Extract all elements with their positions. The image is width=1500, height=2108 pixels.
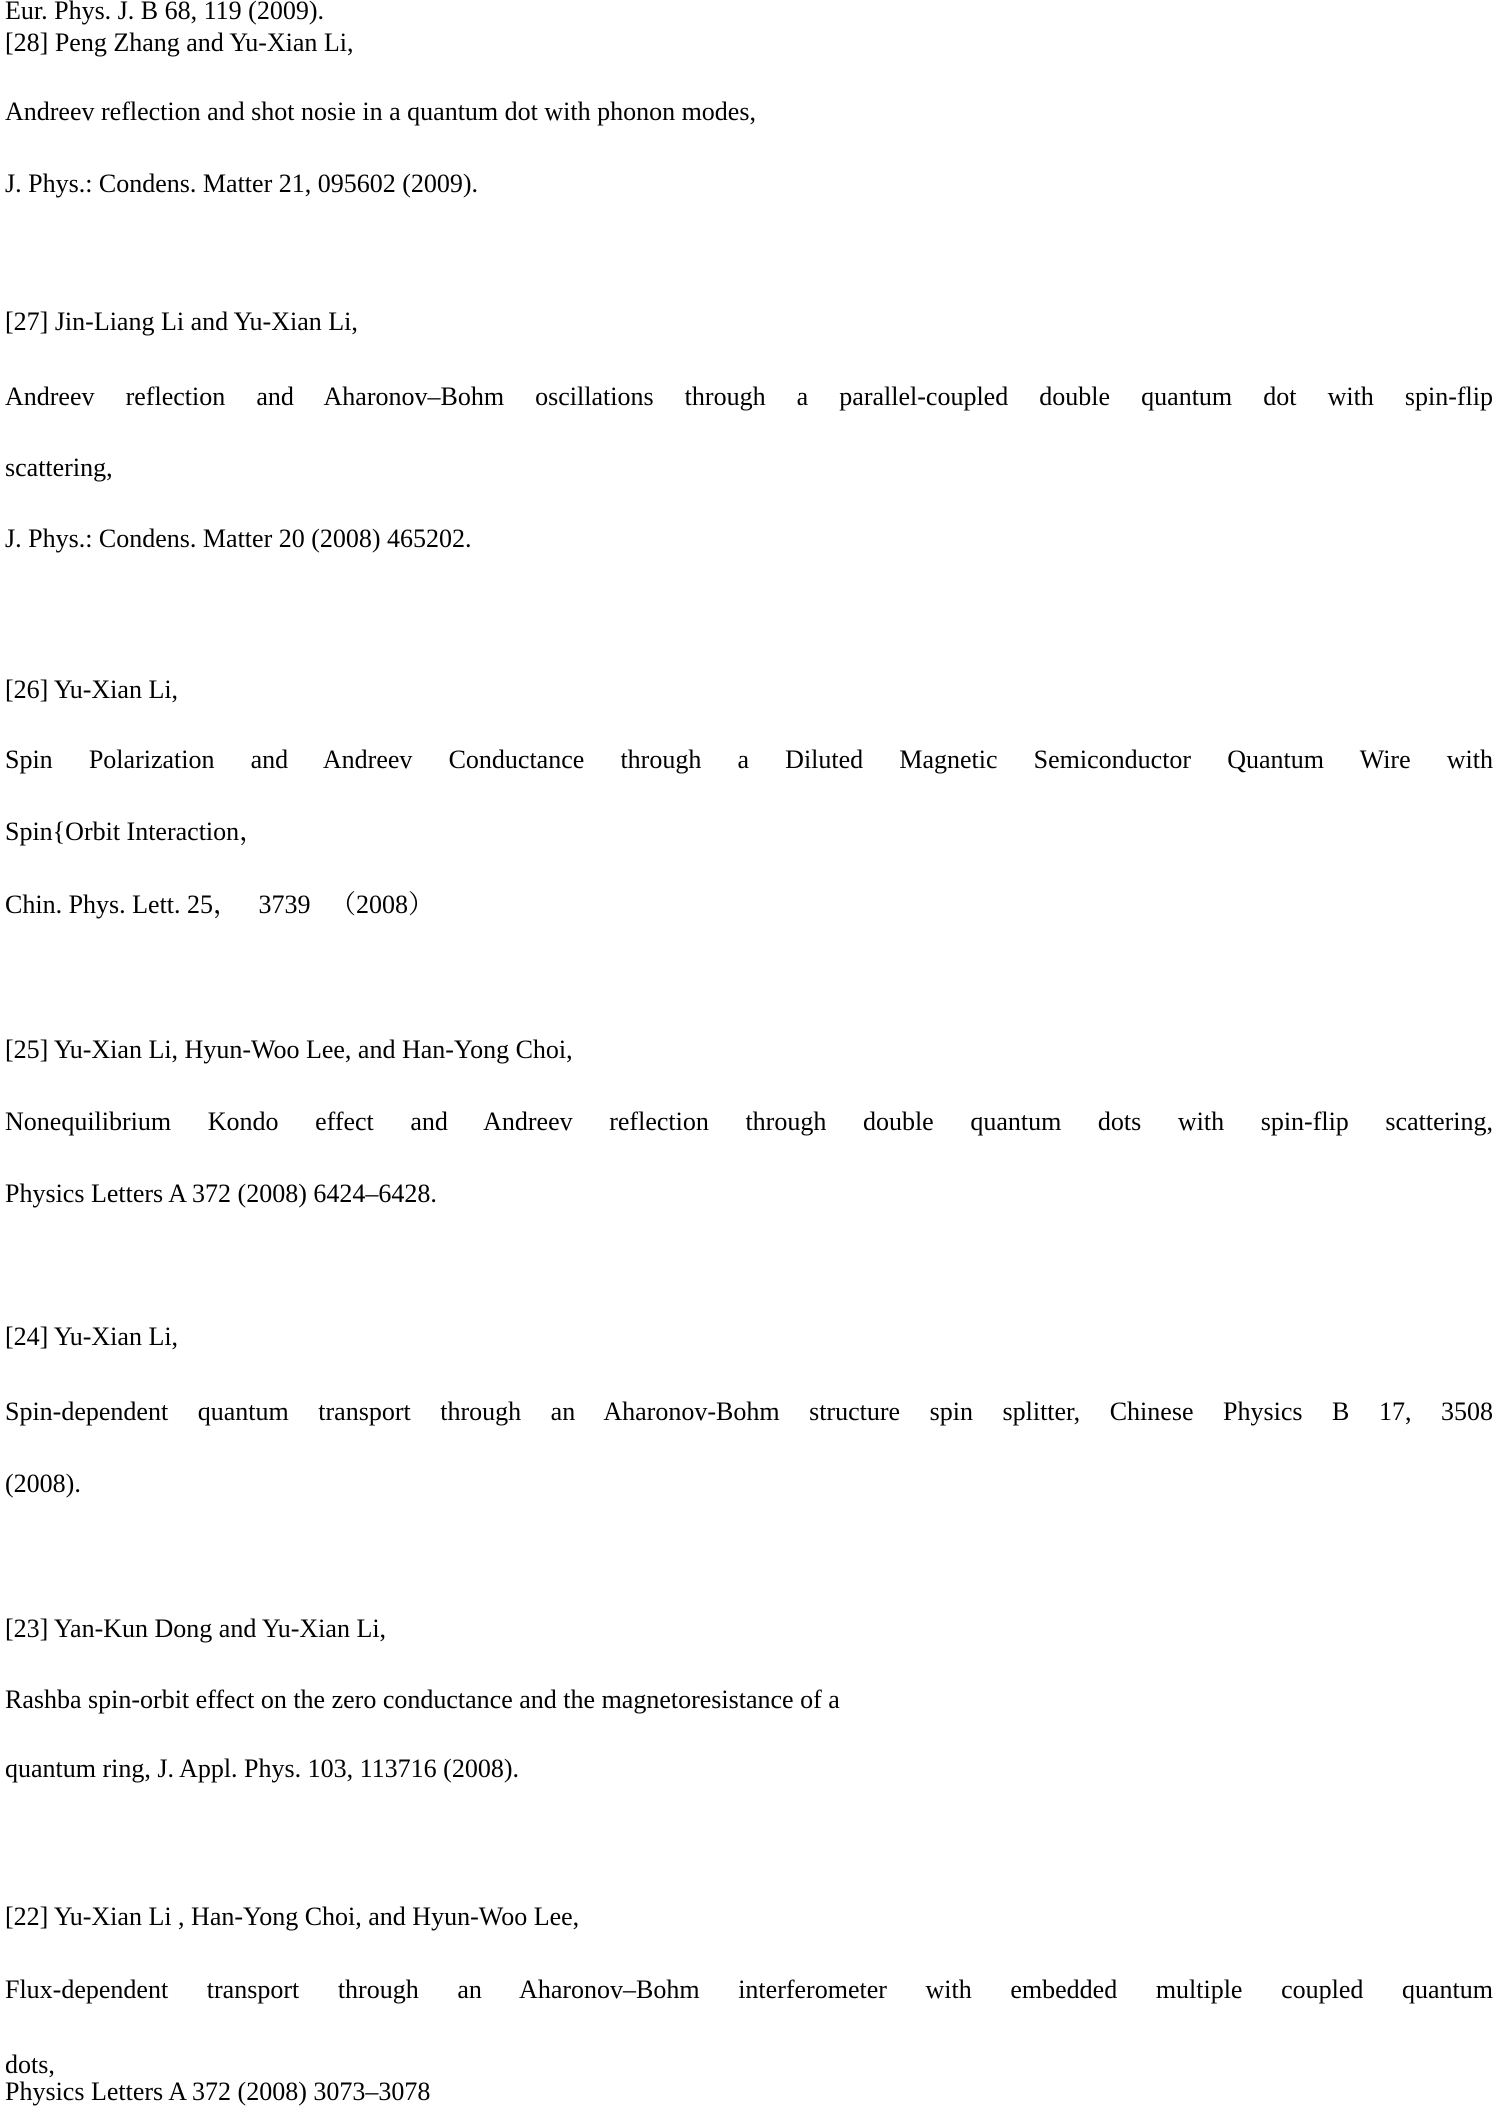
ref-28-journal-line: J. Phys.: Condens. Matter 21, 095602 (2009). xyxy=(5,169,479,198)
ref-25-journal-line: Physics Letters A 372 (2008) 6424–6428. xyxy=(5,1179,437,1208)
ref-27-journal-line: J. Phys.: Condens. Matter 20 (2008) 465202. xyxy=(5,524,472,553)
ref-24-authors-line: [24] Yu-Xian Li, xyxy=(5,1322,179,1351)
ref-28-authors-line: [28] Peng Zhang and Yu-Xian Li, xyxy=(5,28,354,57)
ref-26-authors-line: [26] Yu-Xian Li, xyxy=(5,675,179,704)
ref-27-authors-line: [27] Jin-Liang Li and Yu-Xian Li, xyxy=(5,307,358,336)
ref-22-title-line-2: dots, xyxy=(5,2050,55,2079)
continued-reference-journal-line: Eur. Phys. J. B 68, 119 (2009). xyxy=(5,0,324,25)
ref-23-title-line-1: Rashba spin-orbit effect on the zero conductance and the magnetoresistance of a xyxy=(5,1685,840,1714)
ref-27-title-line-2: scattering, xyxy=(5,453,113,482)
ref-22-title-line-1: Flux-dependent transport through an Aharonov–Bohm interferometer with embedded multiple coupled quantum xyxy=(5,1975,1493,2004)
ref-28-title-line: Andreev reflection and shot nosie in a quantum dot with phonon modes, xyxy=(5,97,756,126)
ref-24-title-line-2: (2008). xyxy=(5,1469,81,1498)
ref-22-journal-line-clipped: Physics Letters A 372 (2008) 3073–3078 xyxy=(5,2077,431,2106)
ref-22-authors-line: [22] Yu-Xian Li , Han-Yong Choi, and Hyun-Woo Lee, xyxy=(5,1902,580,1931)
ref-23-title-line-2: quantum ring, J. Appl. Phys. 103, 113716 (2008). xyxy=(5,1754,519,1783)
ref-25-title-line: Nonequilibrium Kondo effect and Andreev reflection through double quantum dots with spin-flip scattering, xyxy=(5,1107,1493,1136)
ref-25-authors-line: [25] Yu-Xian Li, Hyun-Woo Lee, and Han-Yong Choi, xyxy=(5,1035,573,1064)
ref-26-title-line-1: Spin Polarization and Andreev Conductance through a Diluted Magnetic Semiconductor Quantum Wire with xyxy=(5,745,1493,774)
ref-23-authors-line: [23] Yan-Kun Dong and Yu-Xian Li, xyxy=(5,1614,387,1643)
ref-26-journal-line: Chin. Phys. Lett. 25， 3739 （2008） xyxy=(5,890,435,919)
ref-24-title-line-1: Spin-dependent quantum transport through an Aharonov-Bohm structure spin splitter, Chinese Physics B 17, 3508 xyxy=(5,1397,1493,1426)
ref-27-title-line-1: Andreev reflection and Aharonov–Bohm oscillations through a parallel-coupled double quantum dot with spin-flip xyxy=(5,382,1493,411)
ref-26-title-line-2: Spin{Orbit Interaction， xyxy=(5,817,266,846)
